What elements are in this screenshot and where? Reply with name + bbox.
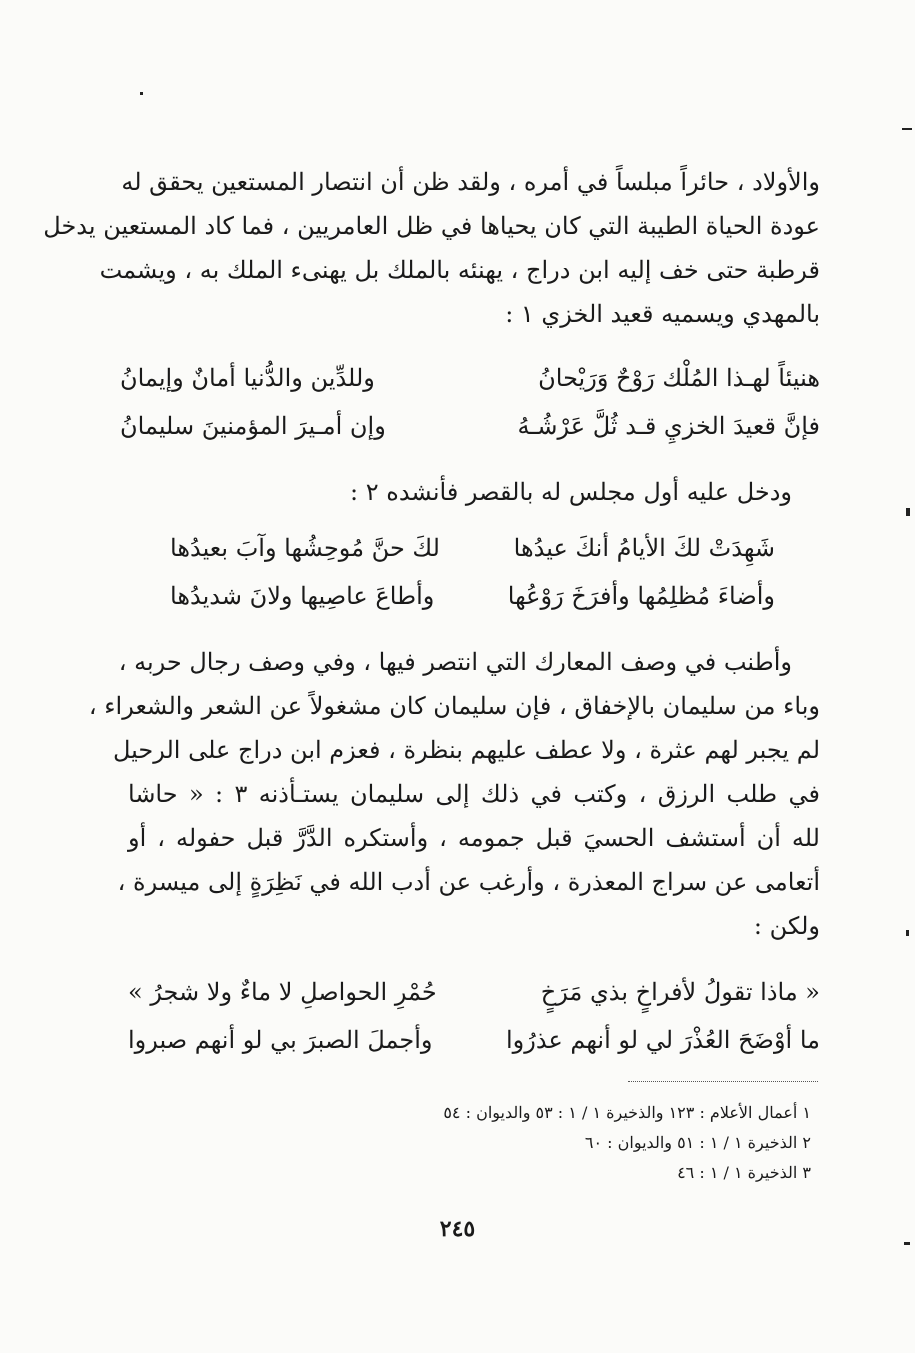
scan-mark (906, 930, 909, 936)
text-line: ولكن : (753, 912, 820, 940)
text-line: في طلب الرزق ، وكتب في ذلك إلى سليمان يستـأذنه ٣ : « حاشا (128, 780, 820, 808)
verse-line (170, 528, 775, 568)
scan-mark (902, 128, 912, 130)
verse-first-hemistich: وأضاءَ مُظلِمُها وأفرَخَ رَوْعُها (507, 582, 775, 610)
text-line: بالمهدي ويسميه قعيد الخزي ١ : (505, 300, 820, 328)
text-line: والأولاد ، حائراً مبلساً في أمره ، ولقد ظن أن انتصار المستعين يحقق له (121, 168, 820, 196)
verse-second-hemistich: وإن أمـيرَ المؤمنينَ سليمانُ (120, 412, 386, 440)
paragraph-3 (88, 640, 820, 948)
verse-first-hemistich: هنيئاً لهـذا المُلْك رَوْحٌ وَرَيْحانُ (538, 364, 820, 392)
scan-mark (906, 508, 910, 516)
verse-line (128, 1020, 820, 1060)
text-line: عودة الحياة الطيبة التي كان يحياها في ظل العامريين ، فما كاد المستعين يدخل (43, 212, 820, 240)
verse-second-hemistich: وأجملَ الصبرَ بي لو أنهم صبروا (128, 1026, 433, 1054)
text-line: قرطبة حتى خف إليه ابن دراج ، يهنئه بالملك بل يهنىء الملك به ، ويشمت (99, 256, 820, 284)
verse-second-hemistich: وللدِّين والدُّنيا أمانٌ وإيمانُ (120, 364, 375, 392)
verse-first-hemistich: شَهِدَتْ لكَ الأيامُ أنكَ عيدُها (513, 534, 775, 562)
footnote: ٢ الذخيرة ١ / ١ : ٥١ والديوان : ٦٠ (584, 1133, 811, 1152)
footnote: ٣ الذخيرة ١ / ١ : ٤٦ (677, 1163, 811, 1182)
paragraph-1 (43, 160, 820, 336)
scan-mark (140, 92, 143, 95)
scan-mark (904, 1242, 910, 1245)
text-line: أتعامى عن سراج المعذرة ، وأرغب عن أدب الله في نَظِرَةٍ إلى ميسرة ، (117, 868, 820, 896)
verse-first-hemistich: ما أوْضَحَ العُذْرَ لي لو أنهم عذرُوا (506, 1026, 820, 1054)
verse-line (120, 406, 820, 446)
footnote-separator (628, 1081, 818, 1082)
paragraph-2 (128, 470, 820, 514)
verse-line (120, 358, 820, 398)
page-number: ٢٤٥ (439, 1216, 476, 1242)
verse-second-hemistich: حُمْرِ الحواصلِ لا ماءٌ ولا شجرُ » (128, 978, 437, 1006)
verse-line (170, 576, 775, 616)
text-line: وباء من سليمان بالإخفاق ، فإن سليمان كان مشغولاً عن الشعر والشعراء ، (88, 692, 820, 720)
verse-second-hemistich: وأطاعَ عاصِيها ولانَ شديدُها (170, 582, 435, 610)
text-line: ودخل عليه أول مجلس له بالقصر فأنشده ٢ : (350, 478, 792, 506)
verse-first-hemistich: فإنَّ قعيدَ الخزيِ قـد ثُلَّ عَرْشُـهُ (517, 412, 820, 440)
footnote: ١ أعمال الأعلام : ١٢٣ والذخيرة ١ / ١ : ٥٣ والديوان : ٥٤ (443, 1103, 811, 1122)
text-line: وأطنب في وصف المعارك التي انتصر فيها ، وفي وصف رجال حربه ، (118, 648, 792, 676)
verse-first-hemistich: « ماذا تقولُ لأفراخٍ بذي مَرَخٍ (540, 978, 820, 1006)
text-line: لله أن أستشف الحسيَ قبل جمومه ، وأستكره الدَّرَّ قبل حفوله ، أو (128, 824, 820, 852)
verse-line (128, 972, 820, 1012)
text-line: لم يجبر لهم عثرة ، ولا عطف عليهم بنظرة ، فعزم ابن دراج على الرحيل (112, 736, 820, 764)
verse-second-hemistich: لكَ حنَّ مُوحِشُها وآبَ بعيدُها (170, 534, 440, 562)
